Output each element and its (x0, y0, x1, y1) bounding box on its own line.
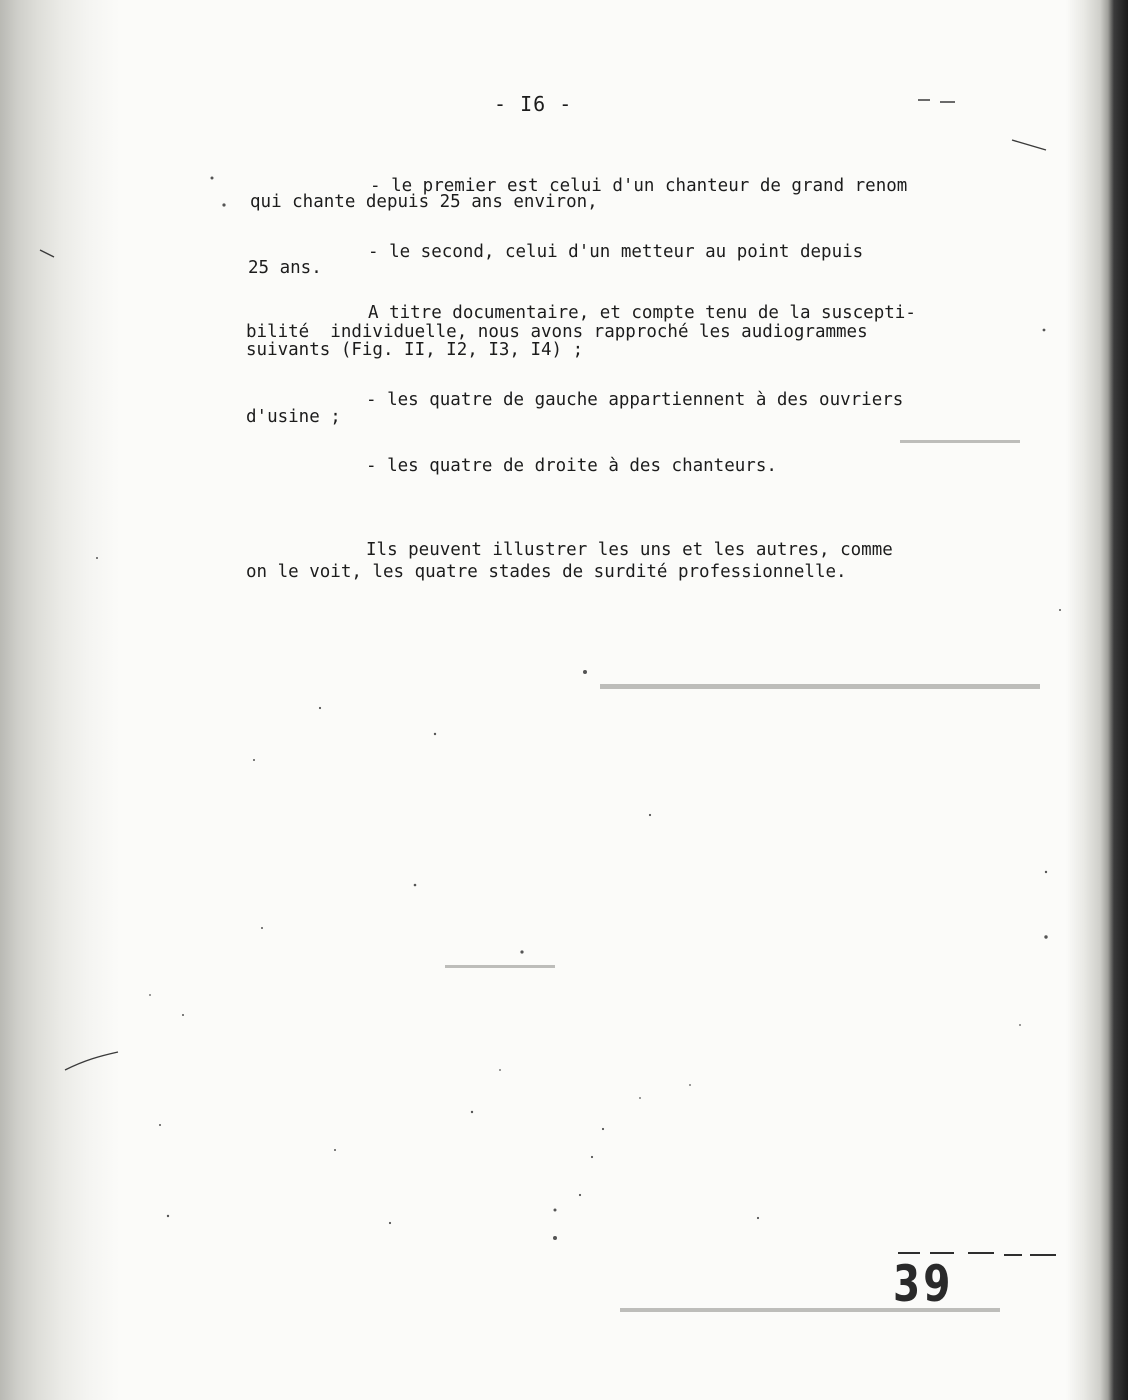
stamped-page-number: 39 (893, 1255, 954, 1313)
paragraph-line: bilité individuelle, nous avons rapproché les audiogrammes (246, 322, 868, 342)
paragraph-line: - le second, celui d'un metteur au point depuis (368, 242, 864, 262)
paragraph-line: d'usine ; (246, 407, 341, 427)
stamp-dash (898, 1252, 920, 1254)
stamp-dash (968, 1252, 994, 1254)
stamp-dash (1004, 1254, 1022, 1256)
stamp-dash (930, 1252, 954, 1254)
page-number: - I6 - (494, 92, 573, 116)
paragraph-line: - le premier est celui d'un chanteur de grand renom (370, 176, 908, 196)
paragraph-line: A titre documentaire, et compte tenu de la suscepti- (368, 303, 916, 323)
paragraph-line: on le voit, les quatre stades de surdité professionnelle. (246, 562, 847, 582)
paragraph-line: 25 ans. (248, 258, 322, 278)
paragraph-line: - les quatre de gauche appartiennent à des ouvriers (366, 390, 904, 410)
paragraph-line: - les quatre de droite à des chanteurs. (366, 456, 777, 476)
paragraph-line: suivants (Fig. II, I2, I3, I4) ; (246, 340, 584, 360)
stamp-dash (1030, 1254, 1056, 1256)
paragraph-line: qui chante depuis 25 ans environ, (250, 192, 598, 212)
paragraph-line: Ils peuvent illustrer les uns et les autres, comme (366, 540, 893, 560)
